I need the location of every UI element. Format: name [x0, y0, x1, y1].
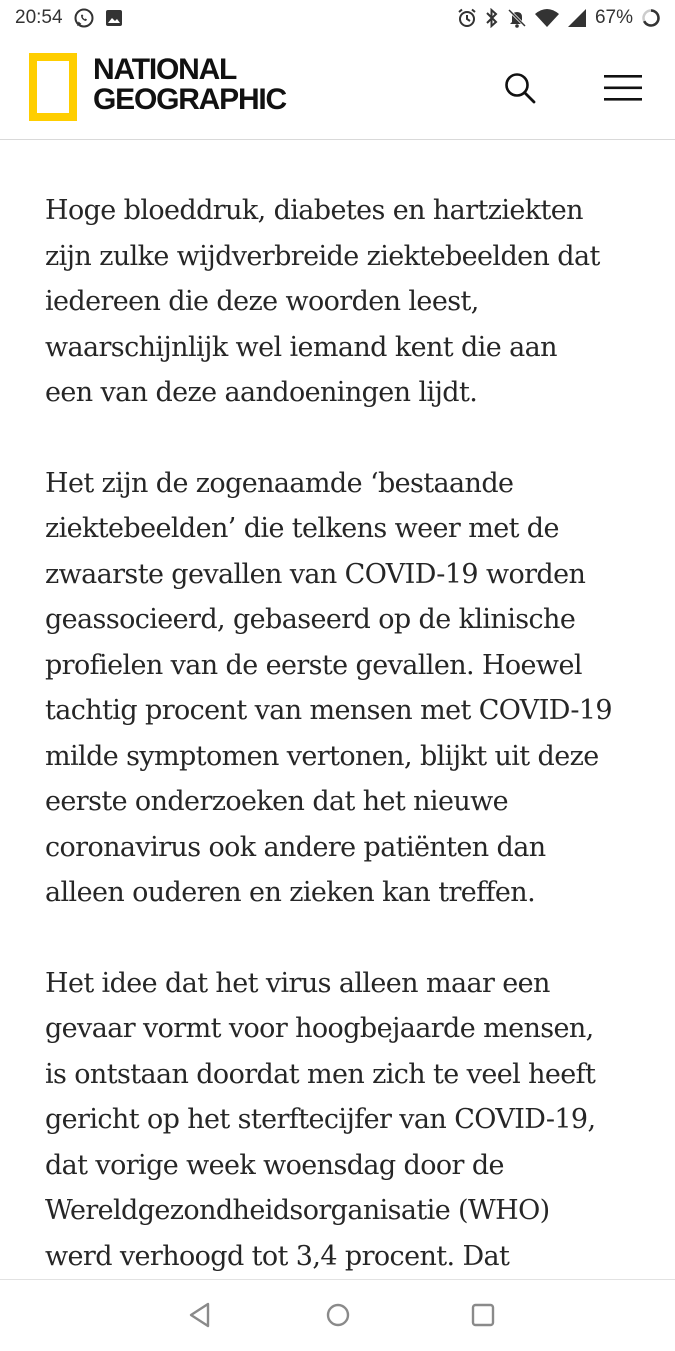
text-line: profielen van de eerste gevallen. Hoewel	[45, 649, 582, 681]
text-line: waarschijnlijk wel iemand kent die aan	[45, 331, 557, 363]
recents-button[interactable]	[468, 1300, 498, 1330]
image-icon	[105, 9, 123, 27]
text-line: geassocieerd, gebaseerd op de klinische	[45, 604, 576, 635]
text-line: Wereldgezondheidsorganisatie (WHO)	[45, 1195, 550, 1226]
search-button[interactable]	[502, 70, 538, 106]
wifi-icon	[535, 8, 559, 28]
text-line: alleen ouderen en zieken kan treffen.	[45, 877, 536, 908]
back-button[interactable]	[185, 1300, 215, 1330]
text-line: Hoge bloeddruk, diabetes en hartziekten	[45, 195, 583, 226]
text-line: iedereen die deze woorden leest,	[45, 286, 479, 317]
text-line: zijn zulke wijdverbreide ziektebeelden dat	[45, 240, 600, 272]
text-line: is ontstaan doordat men zich te veel heeft	[45, 1058, 596, 1090]
logo-wordmark	[93, 55, 286, 115]
menu-button[interactable]	[604, 73, 642, 103]
battery-percent: 67%	[594, 7, 633, 28]
back-triangle-icon	[185, 1300, 215, 1330]
search-icon	[502, 70, 538, 106]
status-time: 20:54	[15, 7, 63, 28]
home-button[interactable]	[323, 1300, 353, 1330]
article-paragraph-1	[45, 188, 635, 416]
text-line: milde symptomen vertonen, blijkt uit deze	[45, 740, 599, 772]
site-header	[0, 36, 675, 140]
hamburger-menu-icon	[604, 73, 642, 103]
home-circle-icon	[323, 1300, 353, 1330]
system-nav-bar	[0, 1279, 675, 1351]
bluetooth-icon	[485, 8, 499, 28]
text-line: werd verhoogd tot 3,4 procent. Dat	[45, 1240, 510, 1272]
status-bar	[0, 0, 675, 36]
whatsapp-icon	[73, 7, 95, 29]
text-line: een van deze aandoeningen lijdt.	[45, 377, 478, 408]
alarm-icon	[457, 8, 477, 28]
text-line: zwaarste gevallen van COVID-19 worden	[45, 558, 586, 590]
recents-square-icon	[468, 1300, 498, 1330]
logo-line-1: NATIONAL	[93, 53, 237, 86]
logo-yellow-frame-icon	[29, 53, 77, 121]
signal-icon	[567, 8, 587, 28]
text-line: dat vorige week woensdag door de	[45, 1149, 504, 1181]
text-line: eerste onderzoeken dat het nieuwe	[45, 786, 509, 817]
mute-icon	[507, 8, 527, 28]
article-paragraph-2	[45, 461, 635, 916]
text-line: coronavirus ook andere patiënten dan	[45, 831, 546, 863]
article-body	[45, 188, 635, 1324]
text-line: Het idee dat het virus alleen maar een	[45, 967, 550, 999]
text-line: gevaar vormt voor hoogbejaarde mensen,	[45, 1013, 594, 1044]
battery-icon	[641, 8, 661, 28]
text-line: gericht op het sterftecijfer van COVID-19,	[45, 1104, 596, 1135]
article-paragraph-3	[45, 961, 635, 1280]
text-line: tachtig procent van mensen met COVID-19	[45, 695, 613, 726]
text-line: Het zijn de zogenaamde ‘bestaande	[45, 467, 514, 499]
text-line: ziektebeelden’ die telkens weer met de	[45, 513, 559, 544]
logo-line-2: GEOGRAPHIC	[93, 83, 287, 116]
